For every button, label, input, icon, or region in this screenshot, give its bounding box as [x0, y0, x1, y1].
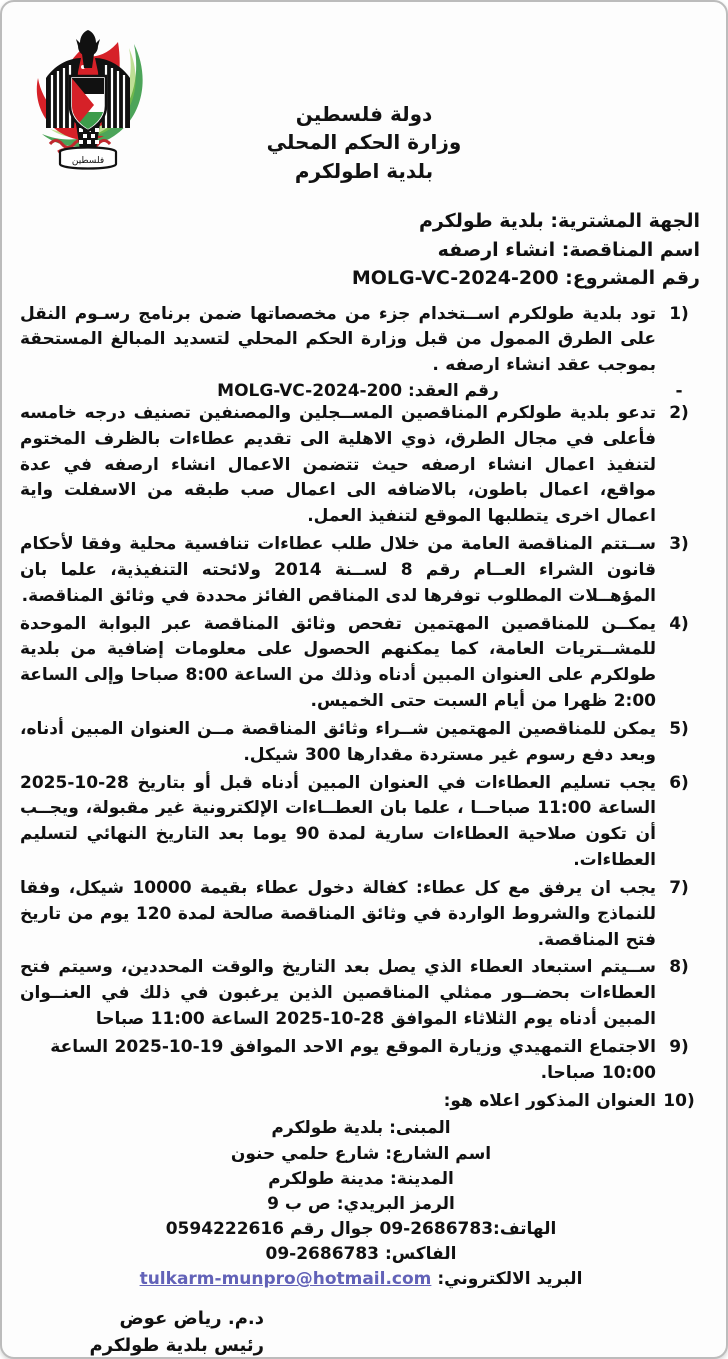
clause-number: 10) [663, 1090, 695, 1111]
meta-purchasing-entity: الجهة المشترية: بلدية طولكرم [418, 210, 700, 232]
clause-number: 4) [669, 613, 689, 634]
clause-text: تود بلدية طولكرم اســتخدام جزء من مخصصاتها ضمن برنامج رسـوم النقل على الطرق الممول من قبل وزارة الحكم المحلي لتسديد المبالغ المستحقة بموجب عقد انشاء ارصفه . [20, 303, 656, 376]
dash-bullet-icon: - [675, 380, 683, 401]
clause-item-7 [20, 876, 702, 955]
signature-block [2, 1306, 726, 1358]
clause-text: تدعو بلدية طولكرم المناقصين المســجلين والمصنفين تصنيف درجه خامسه فأعلى في مجال الطرق، ذوي الاهلية الى تقديم عطاءات بالظرف المختوم لتنفيذ اعمال انشاء ارصفه حيث تتضمن الاعمال انشاء ارصفه في عدة مواقع، اعمال باطون، بالاضافه الى اعمال صب طبقه من الاسفلت واية اعمال اخرى يتطلبها الموقع لتنفيذ العمل. [20, 402, 656, 527]
clause-item-6 [20, 771, 702, 876]
clause-item-9 [20, 1035, 702, 1089]
clause-text: يجب تسليم العطاءات في العنوان المبين أدناه قبل أو بتاريخ 28-10-2025 الساعة 11:00 صباحــا ، علما بان العطــاءات الإلكترونية غير مقبولة، ويجــب أن تكون صلاحية العطاءات سارية لمدة 90 يوما بعد التاريخ النهائي لتسليم العطاءات. [20, 772, 656, 871]
tender-meta-block [2, 207, 700, 293]
clause-number: 5) [669, 718, 689, 739]
contract-number-text [20, 381, 656, 401]
tender-clause-list [2, 302, 726, 1117]
contract-number-subline [20, 381, 702, 401]
address-fax [20, 1242, 702, 1267]
address-email-label: البريد الالكتروني: [437, 1269, 583, 1290]
address-city: المدينة: مدينة طولكرم [268, 1168, 454, 1189]
clause-number: 6) [669, 772, 689, 793]
signature-title: رئيس بلدية طولكرم [89, 1334, 264, 1356]
signature-name: د.م. رياض عوض [119, 1308, 264, 1330]
address-building: المبنى: بلدية طولكرم [271, 1118, 451, 1139]
clause-text: العنوان المذكور اعلاه هو: [443, 1090, 656, 1111]
clause-item-1 [20, 302, 702, 381]
clause-text: يمكــن للمناقصين المهتمين تفحص وثائق المناقصة عبر البوابة الموحدة للمشــتريات العامة، كما يمكنهم الحصول على معلومات إضافية من بلدية طولكرم على العنوان المبين أدناه وذلك من الساعة 8:00 صباحا وإلى الساعة 2:00 ظهرا من أيام السبت حتى الخميس. [20, 613, 656, 712]
meta-project-number-label: رقم المشروع: [565, 267, 700, 289]
address-block [20, 1116, 702, 1292]
contract-number-value: MOLG-VC-2024-200 [217, 380, 403, 401]
email-link[interactable]: tulkarm-munpro@hotmail.com [139, 1269, 432, 1290]
svg-text:فلسطين: فلسطين [71, 156, 105, 166]
clause-number: 3) [669, 534, 689, 555]
clause-number: 2) [669, 402, 689, 423]
clause-item-3 [20, 532, 702, 611]
clause-text: يمكن للمناقصين المهتمين شــراء وثائق المناقصة مــن العنوان المبين أدناه، وبعد دفع رسوم غير مستردة مقدارها 300 شيكل. [20, 718, 656, 765]
clause-number: 8) [669, 957, 689, 978]
clause-text: يجب ان يرفق مع كل عطاء: كفالة دخول عطاء بقيمة 10000 شيكل، وفقا للنماذج والشروط الواردة في وثائق المناقصة صالحة لمدة 120 يوم من تاريخ فتح المناقصة. [20, 877, 656, 950]
meta-tender-name: اسم المناقصة: انشاء ارصفه [437, 238, 700, 261]
header-titles [2, 100, 726, 185]
address-phone-label: الهاتف: [493, 1218, 557, 1239]
header-title-municipality: بلدية اطولكرم [294, 158, 434, 183]
clause-item-10 [20, 1089, 702, 1117]
meta-project-number [26, 264, 700, 293]
document-header [2, 2, 726, 207]
clause-text: ســيتم استبعاد العطاء الذي يصل بعد التاريخ والوقت المحددين، وسيتم فتح العطاءات بحضــور ممثلي المناقصين الذين يرغبون في ذلك في العنــوان المبين أدناه يوم الثلاثاء الموافق 28-10-2025 الساعة 11:00 صباحا [20, 957, 656, 1030]
clause-text: الاجتماع التمهيدي وزيارة الموقع يوم الاحد الموافق 19-10-2025 الساعة 10:00 صباحا. [50, 1036, 656, 1083]
clause-item-5 [20, 717, 702, 771]
address-postal-code: الرمز البريدي: ص ب 9 [267, 1193, 455, 1214]
clause-number: 7) [669, 877, 689, 898]
address-fax-label: الفاكس: [384, 1244, 457, 1265]
header-title-ministry: وزارة الحكم المحلي [266, 130, 462, 155]
address-street: اسم الشارع: شارع حلمي حنون [230, 1143, 492, 1164]
clause-number: 9) [669, 1036, 689, 1057]
address-phone [20, 1217, 702, 1242]
clause-item-8 [20, 955, 702, 1034]
address-fax-value: 09-2686783 [265, 1244, 380, 1265]
meta-project-number-value: MOLG-VC-2024-200 [351, 267, 559, 289]
contract-number-label: رقم العقد: [408, 380, 499, 401]
clause-item-4 [20, 612, 702, 717]
address-mobile-value: 0594222616 [165, 1218, 285, 1239]
clause-item-2 [20, 401, 702, 532]
address-mobile-label: جوال رقم [289, 1218, 374, 1239]
clause-number: 1) [669, 303, 689, 324]
address-email [20, 1267, 702, 1292]
header-title-state: دولة فلسطين [295, 102, 433, 126]
clause-text: ســتتم المناقصة العامة من خلال طلب عطاءات تنافسية محلية وفقا لأحكام قانون الشراء العــام رقم 8 لســنة 2014 ولائحته التنفيذية، علما بان المؤهــلات المطلوب توفرها لدى المناقص الفائز محددة في وثائق المناقصة. [20, 534, 656, 606]
address-phone-value: 09-2686783 [379, 1218, 494, 1239]
